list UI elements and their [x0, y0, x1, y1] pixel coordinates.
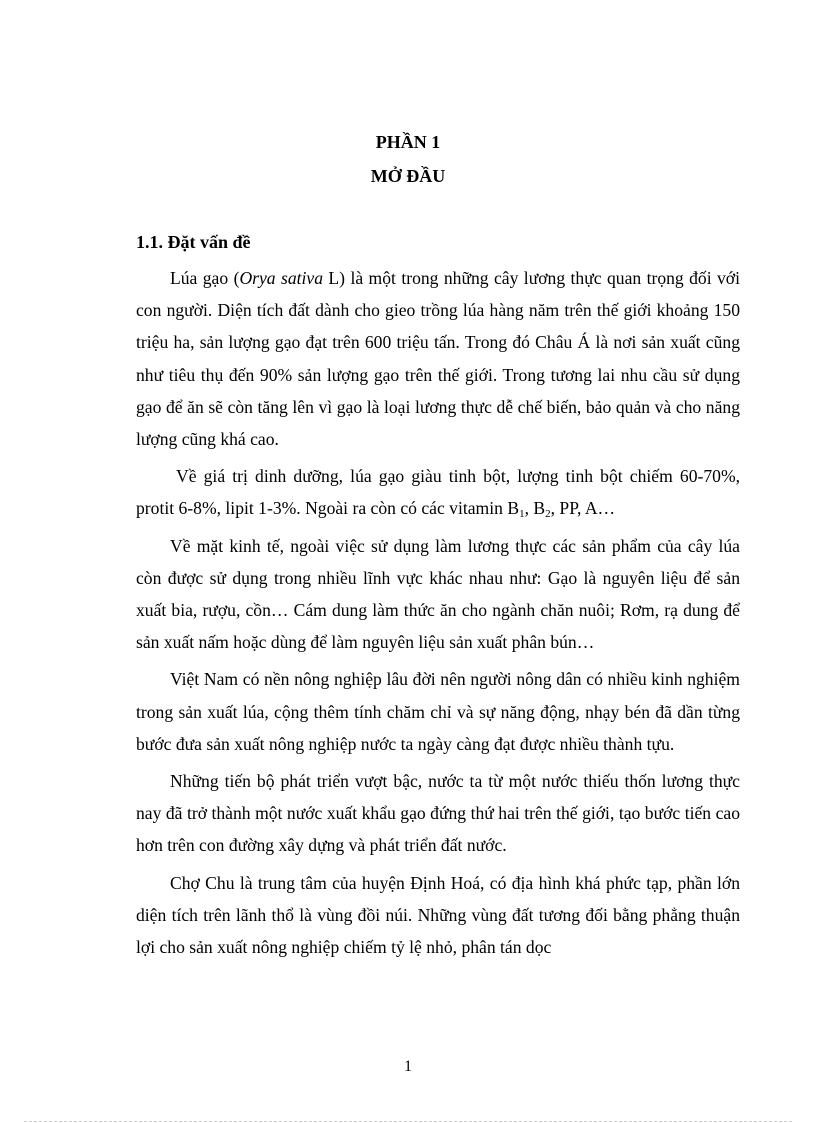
paragraph-5: Những tiến bộ phát triển vượt bậc, nước ta từ một nước thiếu thốn lương thực nay đã trở thành một nước xuất khẩu gạo đứng thứ hai trên thế giới, tạo bước tiến cao hơn trên con đường xây dựng và phát triển đất nước. — [136, 771, 740, 856]
chapter-number: PHẦN 1 — [375, 132, 441, 152]
section-heading: 1.1. Đặt vấn đề — [136, 232, 251, 252]
subscript-2: 2 — [545, 508, 551, 521]
paragraph-3: Về mặt kinh tế, ngoài việc sử dụng làm lương thực các sản phẩm của cây lúa còn được sử dụng trong nhiều lĩnh vực khác nhau như: Gạo là nguyên liệu để sản xuất bia, rượu, cồn… Cám dung làm thức ăn cho ngành chăn nuôi; Rơm, rạ dung để sản xuất nấm hoặc dùng để làm nguyên liệu sản xuất phân bún… — [136, 535, 740, 653]
paragraph-1-post: L) là một trong những cây lương thực quan trọng đối với con người. Diện tích đất dành cho gieo trồng lúa hàng năm trên thế giới khoảng 150 triệu ha, sản lượng gạo đạt trên 600 triệu tấn. Trong đó Châu Á là nơi sản xuất cũng như tiêu thụ đến 90% sản lượng gạo trên thế giới. Trong tương lai nhu cầu sử dụng gạo để ăn sẽ còn tăng lên vì gạo là loại lương thực dễ chế biến, bảo quản và cho năng lượng cũng khá cao. — [136, 268, 740, 450]
paragraph-2-mid: , B — [524, 498, 546, 519]
page-bottom-divider — [24, 1121, 792, 1122]
paragraph-1-pre: Lúa gạo ( — [170, 268, 240, 288]
scientific-name: Orya sativa — [239, 268, 324, 288]
paragraph-2 — [136, 460, 740, 524]
body-text — [136, 262, 740, 968]
subscript-1: 1 — [519, 508, 525, 521]
paragraph-4: Việt Nam có nền nông nghiệp lâu đời nên người nông dân có nhiều kinh nghiệm trong sản xuất lúa, cộng thêm tính chăm chỉ và sự năng động, nhạy bén đã dần từng bước đưa sản xuất nông nghiệp nước ta ngày càng đạt được nhiều thành tựu. — [136, 669, 740, 754]
chapter-title: MỞ ĐẦU — [370, 166, 446, 186]
paragraph-2-post: , PP, A… — [550, 498, 616, 519]
paragraph-1 — [136, 262, 740, 455]
page-number: 1 — [404, 1058, 412, 1075]
paragraph-6: Chợ Chu là trung tâm của huyện Định Hoá, có địa hình khá phức tạp, phần lớn diện tích trên lãnh thổ là vùng đồi núi. Những vùng đất tương đối bằng phẳng thuận lợi cho sản xuất nông nghiệp chiếm tỷ lệ nhỏ, phân tán dọc — [136, 872, 740, 958]
paragraph-2-pre: Về giá trị dinh dưỡng, lúa gạo giàu tinh bột, lượng tinh bột chiếm 60-70%, protit 6-8%, lipit 1-3%. Ngoài ra còn có các vitamin B — [136, 466, 740, 519]
